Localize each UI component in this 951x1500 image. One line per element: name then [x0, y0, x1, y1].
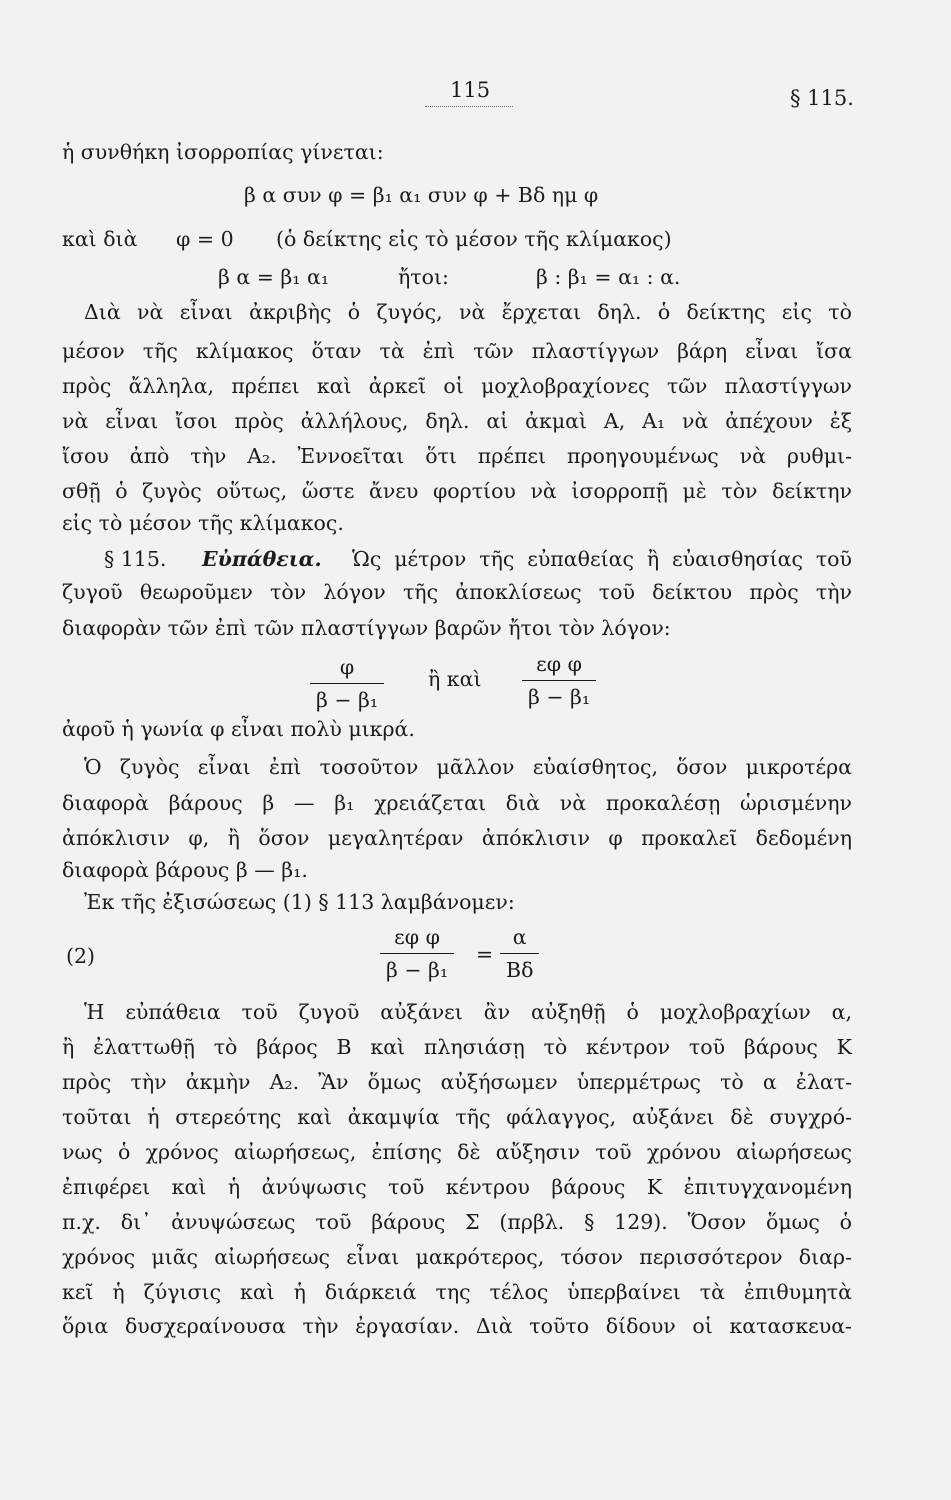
text-line: διαφορὰ βάρους β — β₁. [62, 858, 308, 882]
text-line: Ὁ ζυγὸς εἶναι ἐπὶ τοσοῦτον μᾶλλον εὐαίσθητος, ὅσον μικροτέρα [84, 755, 852, 779]
equation: β α = β₁ α₁ [218, 265, 330, 289]
fraction-numerator: εφ φ [536, 652, 582, 676]
text-line: ἡ συνθήκη ἰσορροπίας γίνεται: [62, 140, 384, 164]
text-line: ἢ ἐλαττωθῇ τὸ βάρος Β καὶ πλησιάσῃ τὸ κέντρον τοῦ βάρους Κ [62, 1035, 852, 1059]
text-line: ζυγοῦ θεωροῦμεν τὸν λόγον τῆς ἀποκλίσεως τοῦ δείκτου πρὸς τὴν [62, 580, 852, 604]
equation: β α συν φ = β₁ α₁ συν φ + Βδ ημ φ [244, 183, 599, 207]
header-rule [425, 106, 513, 107]
equation: β : β₁ = α₁ : α. [536, 265, 681, 289]
text-line: διαφορὰν τῶν ἐπὶ τῶν πλαστίγγων βαρῶν ἤτοι τὸν λόγον: [62, 616, 671, 640]
text-fragment: ἢ καὶ [428, 667, 482, 691]
fraction [310, 655, 384, 712]
equation: φ = 0 [176, 227, 234, 251]
text-line: νὰ εἶναι ἴσοι πρὸς ἀλλήλους, δηλ. αἱ ἀκμαὶ Α, Α₁ νὰ ἀπέχουν ἐξ [62, 409, 852, 433]
text-line: πρὸς τὴν ἀκμὴν Α₂. Ἂν ὅμως αὐξήσωμεν ὑπερμέτρως τὸ α ἐλατ- [62, 1070, 852, 1094]
text-line: κεῖ ἡ ζύγισις καὶ ἡ διάρκειά της τέλος ὑπερβαίνει τὰ ἐπιθυμητὰ [62, 1280, 852, 1304]
fraction-numerator: φ [339, 655, 355, 679]
text-line: μέσον τῆς κλίμακος ὅταν τὰ ἐπὶ τῶν πλαστίγγων βάρη εἶναι ἴσα [62, 339, 852, 363]
fraction [522, 652, 596, 709]
fraction-denominator: Βδ [500, 953, 539, 982]
text-line: διαφορὰ βάρους β — β₁ χρειάζεται διὰ νὰ προκαλέσῃ ὡρισμένην [62, 791, 852, 815]
equals-sign: = [476, 942, 494, 966]
section-heading-text: Εὐπάθεια. [202, 547, 322, 571]
page-number: 115 [450, 78, 491, 102]
fraction-denominator: β − β₁ [310, 683, 384, 712]
fraction [500, 925, 539, 982]
section-heading [202, 547, 322, 571]
text-line: εἰς τὸ μέσον τῆς κλίμακος. [62, 511, 344, 535]
fraction [380, 925, 454, 982]
text-fragment: καὶ διὰ [62, 227, 138, 251]
text-fragment: ἤτοι: [398, 265, 449, 289]
fraction-numerator: εφ φ [394, 925, 440, 949]
text-line: χρόνος μιᾶς αἰωρήσεως εἶναι μακρότερος, τόσον περισσότερον διαρ- [62, 1245, 852, 1269]
text-fragment: (ὁ δείκτης εἰς τὸ μέσον τῆς κλίμακος) [276, 227, 672, 251]
text-line: ἴσου ἀπὸ τὴν Α₂. Ἐννοεῖται ὅτι πρέπει προηγουμένως νὰ ρυθμι- [62, 444, 852, 468]
text-line: π.χ. δι᾽ ἀνυψώσεως τοῦ βάρους Σ (πρβλ. § 129). Ὅσον ὅμως ὁ [62, 1210, 852, 1234]
section-number: § 115. [104, 547, 167, 571]
text-line: ὅρια δυσχεραίνουσα τὴν ἐργασίαν. Διὰ τοῦτο δίδουν οἱ κατασκευα- [62, 1314, 852, 1338]
text-line: ἀπόκλισιν φ, ἢ ὅσον μεγαλητέραν ἀπόκλισιν φ προκαλεῖ δεδομένη [62, 826, 852, 850]
equation-label: (2) [66, 944, 96, 968]
text-line: Διὰ νὰ εἶναι ἀκριβὴς ὁ ζυγός, νὰ ἔρχεται δηλ. ὁ δείκτης εἰς τὸ [84, 300, 852, 324]
text-line: σθῇ ὁ ζυγὸς οὕτως, ὥστε ἄνευ φορτίου νὰ ἰσορροπῇ μὲ τὸν δείκτην [62, 479, 852, 503]
fraction-numerator: α [512, 925, 527, 949]
text-line: τοῦται ἡ στερεότης καὶ ἀκαμψία τῆς φάλαγγος, αὐξάνει δὲ συγχρό- [62, 1105, 852, 1129]
text-line: νως ὁ χρόνος αἰωρήσεως, ἐπίσης δὲ αὔξησιν τοῦ χρόνου αἰωρήσεως [62, 1140, 852, 1164]
section-mark: § 115. [790, 86, 854, 110]
text-line: ἐπιφέρει καὶ ἡ ἀνύψωσις τοῦ κέντρου βάρους Κ ἐπιτυγχανομένη [62, 1175, 852, 1199]
text-line: πρὸς ἄλληλα, πρέπει καὶ ἀρκεῖ οἱ μοχλοβραχίονες τῶν πλαστίγγων [62, 374, 852, 398]
text-line: Ἐκ τῆς ἐξισώσεως (1) § 113 λαμβάνομεν: [84, 890, 515, 914]
text-line: ἀφοῦ ἡ γωνία φ εἶναι πολὺ μικρά. [62, 717, 415, 741]
fraction-denominator: β − β₁ [380, 953, 454, 982]
fraction-denominator: β − β₁ [522, 680, 596, 709]
text-line: Ἡ εὐπάθεια τοῦ ζυγοῦ αὐξάνει ἂν αὐξηθῇ ὁ μοχλοβραχίων α, [84, 1000, 852, 1024]
text-fragment: Ὡς μέτρον τῆς εὐπαθείας ἢ εὐαισθησίας τοῦ [352, 547, 852, 571]
